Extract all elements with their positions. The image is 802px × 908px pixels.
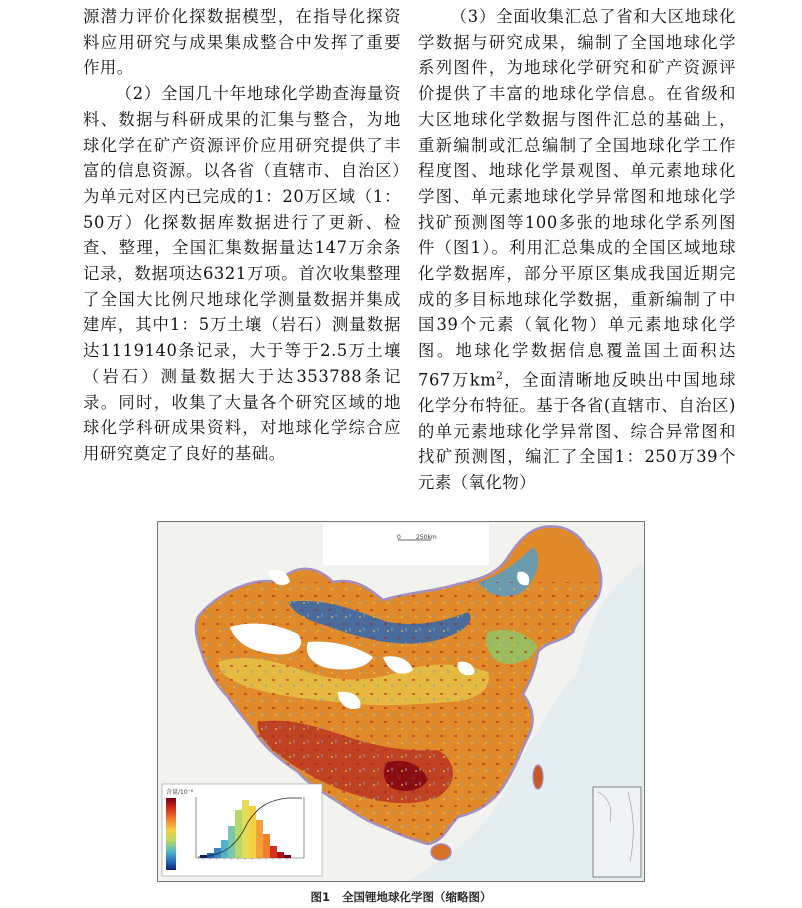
figure-title: 全国锂地球化学图（缩略图）	[342, 890, 492, 904]
right-paragraph-1	[418, 4, 736, 496]
right-text-column	[418, 4, 736, 496]
scale-zero-label: 0	[397, 534, 401, 541]
geochemical-map-figure	[157, 521, 645, 882]
figure-caption	[0, 889, 802, 905]
map-svg	[158, 522, 644, 881]
map-legend	[162, 784, 322, 876]
legend-title: 含量/10⁻⁶	[166, 789, 194, 796]
superscript-2: 2	[496, 370, 504, 382]
legend-color-ramp	[166, 798, 176, 870]
figure-number: 图1	[310, 890, 330, 904]
left-text-column	[83, 4, 401, 467]
left-paragraph-1: 源潜力评价化探数据模型，在指导化探资料应用研究与成果集成整合中发挥了重要作用。	[83, 7, 401, 78]
left-paragraph-2: （2）全国几十年地球化学勘查海量资料、数据与科研成果的汇集与整合，为地球化学在矿产资源评价应用研究提供了丰富的信息资源。以各省（直辖市、自治区）为单元对区内已完成的1：20万区域（1：50万）化探数据库数据进行了更新、检查、整理，全国汇集数据量达147万余条记录，数据项达6321万项。首次收集整理了全国大比例尺地球化学测量数据并集成建库，其中1：5万土壤（岩石）测量数据达1119140条记录，大于等于2.5万土壤（岩石）测量数据大于达353788条记录。同时，收集了大量各个研究区域的地球化学科研成果资料，对地球化学综合应用研究奠定了良好的基础。	[83, 84, 401, 463]
south-china-sea-inset	[593, 787, 641, 877]
right-paragraph-1-tail: ，全面清晰地反映出中国地球化学分布特征。基于各省(直辖市、自治区)的单元素地球化学异常图、综合异常图和找矿预测图，编汇了全国1：250万39个元素（氧化物）	[418, 370, 736, 493]
scale-distance-label: 250km	[416, 534, 437, 541]
right-paragraph-1-text: （3）全面收集汇总了省和大区地球化学数据与研究成果，编制了全国地球化学系列图件，为地球化学研究和矿产资源评价提供了丰富的地球化学信息。在省级和大区地球化学数据与图件汇总的基础上，重新编制或汇总编制了全国地球化学工作程度图、地球化学景观图、单元素地球化学图、单元素地球化学异常图和地球化学找矿预测图等100多张的地球化学系列图件（图1）。利用汇总集成的全国区域地球化学数据库，部分平原区集成我国近期完成的多目标地球化学数据，重新编制了中国39个元素（氧化物）单元素地球化学图。地球化学数据信息覆盖国土面积达767万km	[418, 7, 736, 390]
scale-box	[323, 523, 489, 565]
